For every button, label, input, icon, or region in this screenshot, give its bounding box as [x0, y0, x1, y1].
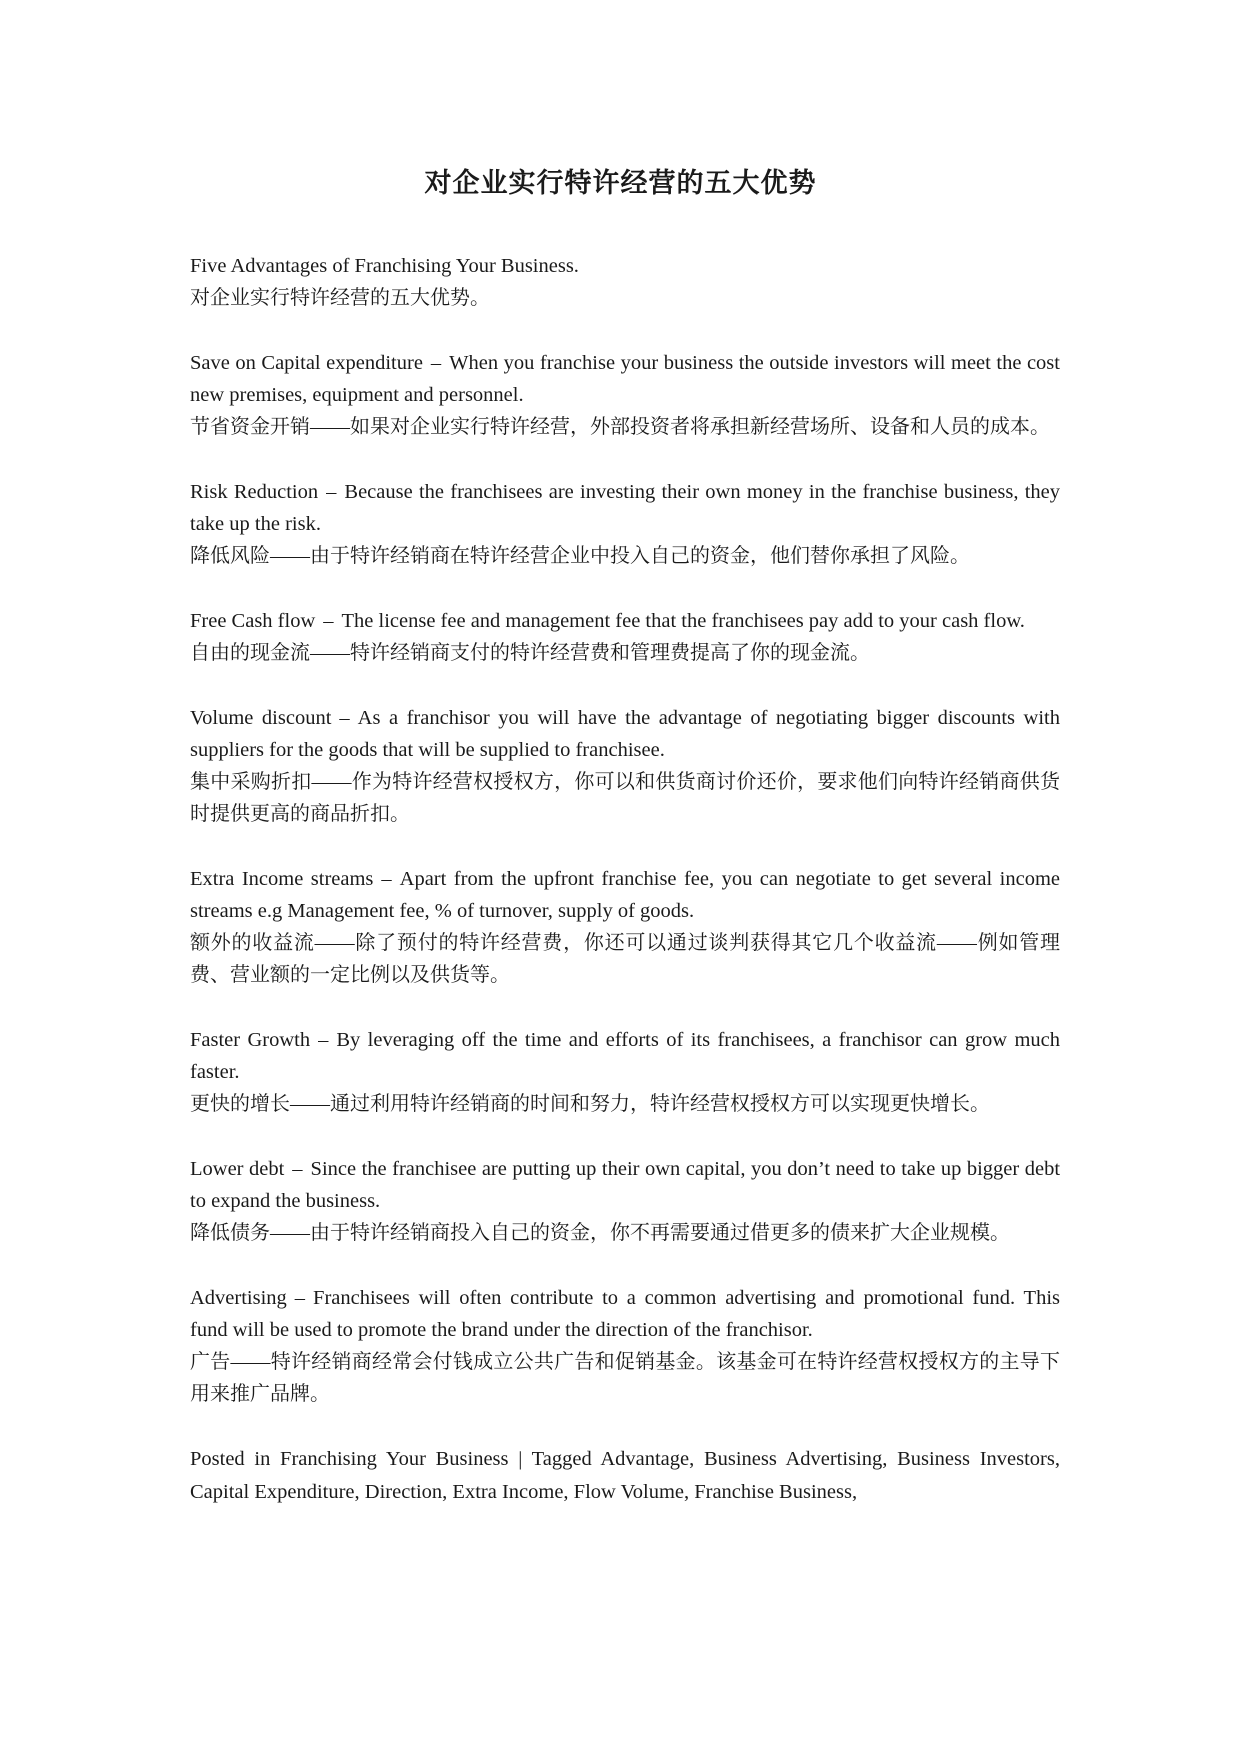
section-separator: – [326, 481, 337, 503]
section-block [190, 605, 1060, 669]
section-english-text: As a franchisor you will have the advantage of negotiating bigger discounts with suppliers for the goods that will be supplied to franchisee. [190, 707, 1060, 761]
section-english-text: Since the franchisee are putting up their own capital, you don’t need to take up bigger debt to expand the business. [190, 1158, 1061, 1212]
section-english [190, 1153, 1060, 1217]
section-block [190, 1282, 1060, 1410]
section-english [190, 347, 1060, 411]
section-separator: – [381, 868, 392, 890]
intro-block [190, 250, 1060, 314]
section-block [190, 1024, 1060, 1120]
intro-english: Five Advantages of Franchising Your Business. [190, 255, 579, 277]
section-chinese: 降低债务——由于特许经销商投入自己的资金，你不再需要通过借更多的债来扩大企业规模。 [190, 1222, 1010, 1244]
section-block [190, 1153, 1060, 1249]
section-separator: – [292, 1158, 303, 1180]
document-body [190, 250, 1060, 1509]
post-tags-footer: Posted in Franchising Your Business | Tagged Advantage, Business Advertising, Business Investors, Capital Expenditure, Direction, Extra Income, Flow Volume, Franchise Business, [190, 1448, 1060, 1503]
section-term: Advertising [190, 1287, 287, 1309]
section-english [190, 1282, 1060, 1346]
section-english [190, 476, 1060, 540]
section-block [190, 476, 1060, 572]
section-chinese: 更快的增长——通过利用特许经销商的时间和努力，特许经营权授权方可以实现更快增长。 [190, 1093, 990, 1115]
section-english-text: By leveraging off the time and efforts of its franchisees, a franchisor can grow much faster. [190, 1029, 1061, 1083]
section-english-text: The license fee and management fee that the franchisees pay add to your cash flow. [341, 610, 1025, 632]
section-term: Volume discount [190, 707, 332, 729]
section-chinese: 广告——特许经销商经常会付钱成立公共广告和促销基金。该基金可在特许经营权授权方的主导下用来推广品牌。 [190, 1351, 1060, 1405]
section-term: Extra Income streams [190, 868, 374, 890]
section-english-text: Franchisees will often contribute to a common advertising and promotional fund. This fund will be used to promote the brand under the direction of the franchisor. [190, 1287, 1060, 1341]
section-chinese: 额外的收益流——除了预付的特许经营费，你还可以通过谈判获得其它几个收益流——例如管理费、营业额的一定比例以及供货等。 [190, 932, 1060, 986]
section-chinese: 集中采购折扣——作为特许经营权授权方，你可以和供货商讨价还价，要求他们向特许经销商供货时提供更高的商品折扣。 [190, 771, 1060, 825]
section-chinese: 自由的现金流——特许经销商支付的特许经营费和管理费提高了你的现金流。 [190, 642, 870, 664]
section-block [190, 702, 1060, 830]
section-english [190, 605, 1060, 637]
section-block [190, 347, 1060, 443]
section-term: Risk Reduction [190, 481, 319, 503]
section-english [190, 702, 1060, 766]
section-term: Save on Capital expenditure [190, 352, 423, 374]
page-title: 对企业实行特许经营的五大优势 [424, 168, 817, 198]
section-english [190, 863, 1060, 927]
section-english-text: Because the franchisees are investing their own money in the franchise business, they take up the risk. [190, 481, 1061, 535]
section-separator: – [294, 1287, 306, 1309]
section-separator: – [430, 352, 442, 374]
section-term: Free Cash flow [190, 610, 316, 632]
intro-chinese: 对企业实行特许经营的五大优势。 [190, 287, 490, 309]
section-term: Faster Growth [190, 1029, 311, 1051]
section-block [190, 863, 1060, 991]
section-separator: – [323, 610, 334, 632]
section-term: Lower debt [190, 1158, 285, 1180]
section-separator: – [318, 1029, 329, 1051]
section-english-text: Apart from the upfront franchise fee, you can negotiate to get several income streams e.g Management fee, % of turnover, supply of goods. [190, 868, 1061, 922]
section-chinese: 降低风险——由于特许经销商在特许经营企业中投入自己的资金，他们替你承担了风险。 [190, 545, 970, 567]
section-english-text: When you franchise your business the outside investors will meet the cost new premises, equipment and personnel. [190, 352, 1060, 406]
section-english [190, 1024, 1060, 1088]
section-separator: – [339, 707, 350, 729]
section-chinese: 节省资金开销——如果对企业实行特许经营，外部投资者将承担新经营场所、设备和人员的成本。 [190, 416, 1050, 438]
